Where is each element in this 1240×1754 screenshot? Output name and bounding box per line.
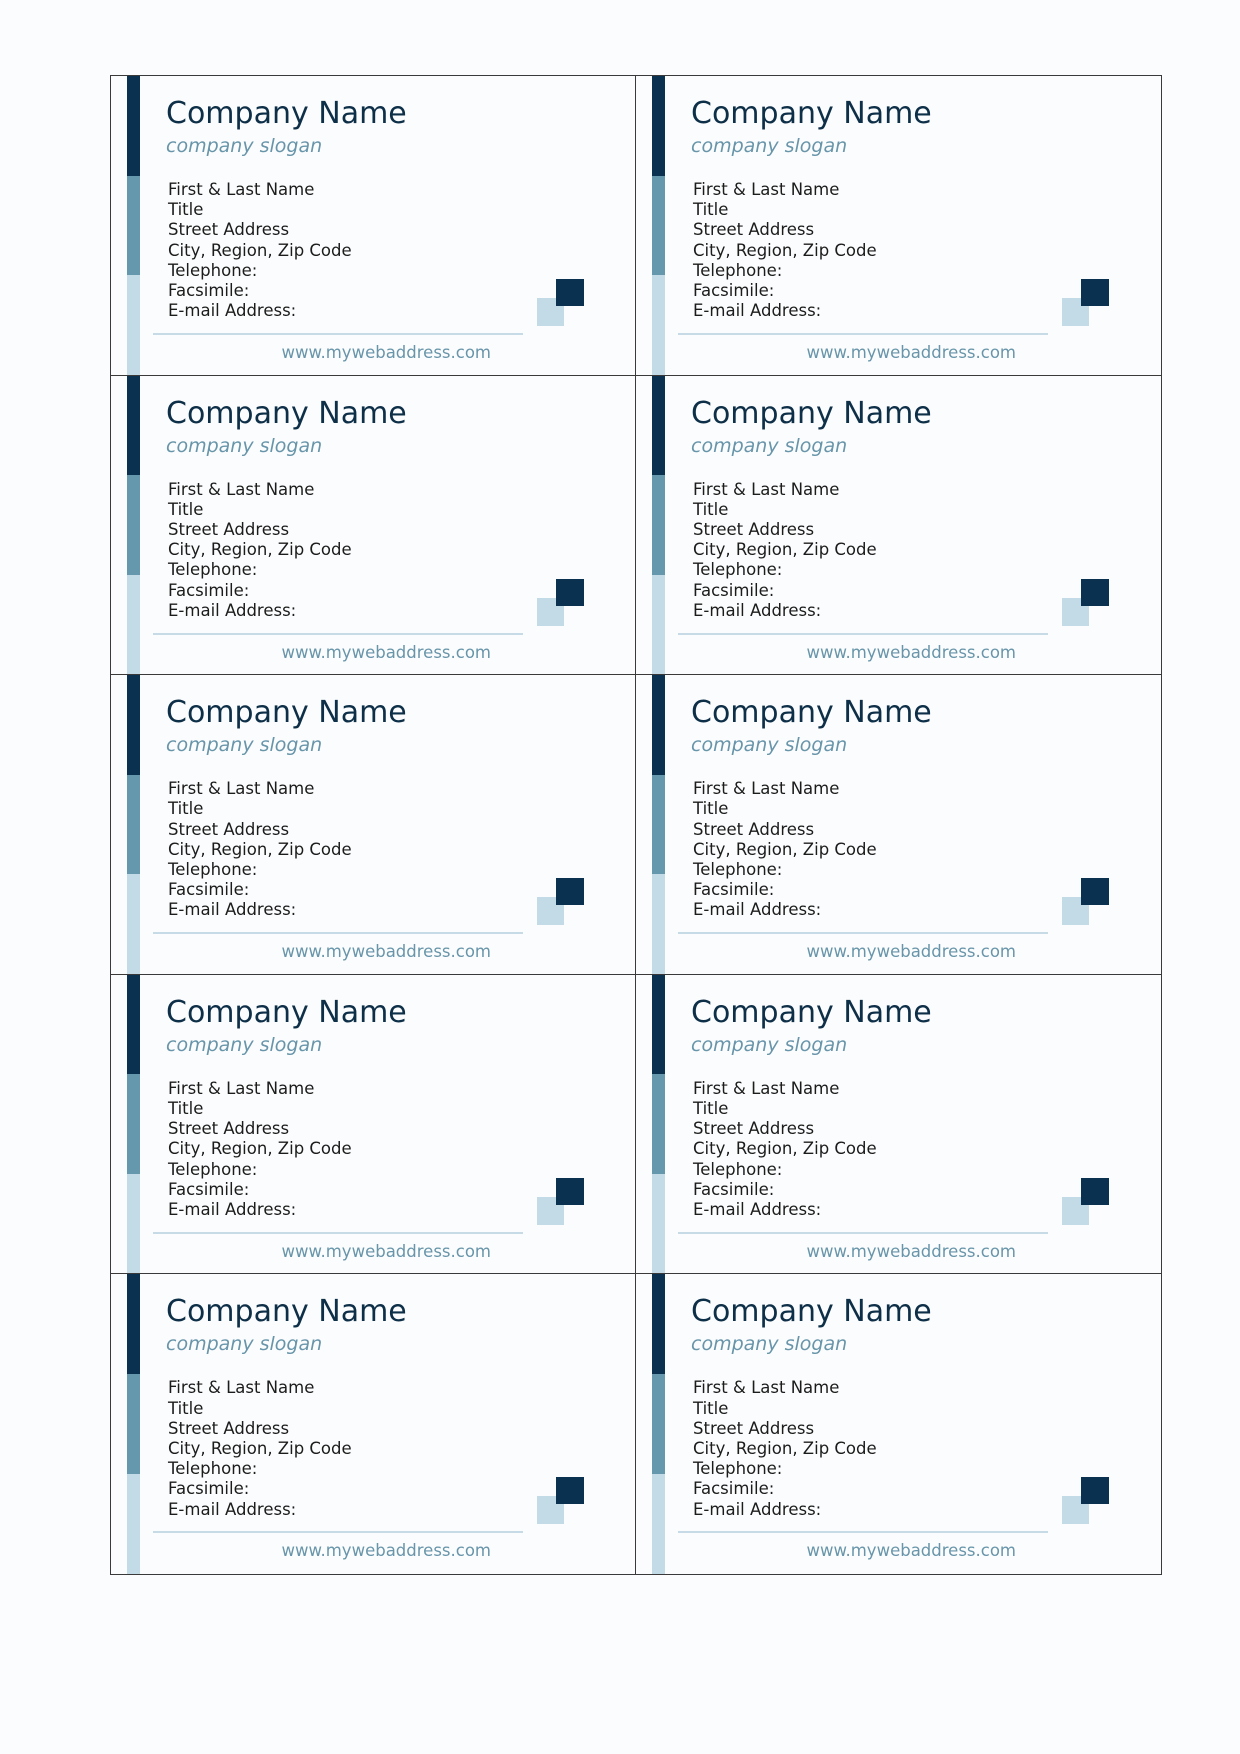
facsimile-label: Facsimile: — [168, 281, 250, 301]
telephone-label: Telephone: — [168, 1159, 258, 1179]
company-slogan: company slogan — [691, 434, 848, 457]
business-card — [111, 376, 636, 676]
telephone-label: Telephone: — [693, 1459, 783, 1479]
contact-details — [168, 779, 352, 920]
person-title: Title — [693, 499, 729, 519]
accent-bar-light-segment — [652, 1474, 665, 1574]
website-url: www.mywebaddress.com — [281, 942, 491, 962]
company-slogan: company slogan — [691, 734, 848, 757]
business-card — [111, 975, 636, 1275]
website-url: www.mywebaddress.com — [806, 343, 1016, 362]
facsimile-label: Facsimile: — [168, 880, 250, 900]
accent-bar-teal-segment — [127, 1074, 140, 1174]
business-card — [111, 76, 636, 376]
business-card — [636, 975, 1161, 1275]
accent-bar — [652, 1274, 665, 1574]
company-name: Company Name — [691, 695, 932, 731]
contact-details — [693, 779, 877, 920]
company-name: Company Name — [166, 1294, 407, 1330]
accent-bar-teal-segment — [127, 775, 140, 875]
accent-bar-teal-segment — [652, 1074, 665, 1174]
city-region-zip: City, Region, Zip Code — [693, 1439, 877, 1458]
logo-dark-square-icon — [556, 579, 584, 606]
accent-bar-teal-segment — [127, 475, 140, 575]
company-name: Company Name — [691, 96, 932, 131]
facsimile-label: Facsimile: — [693, 1479, 775, 1499]
accent-bar-dark-segment — [652, 1274, 665, 1374]
city-region-zip: City, Region, Zip Code — [693, 540, 877, 560]
accent-bar-teal-segment — [652, 775, 665, 875]
city-region-zip: City, Region, Zip Code — [693, 240, 877, 260]
person-name: First & Last Name — [693, 1378, 840, 1398]
contact-details — [693, 1378, 877, 1519]
person-name: First & Last Name — [693, 180, 840, 199]
facsimile-label: Facsimile: — [168, 580, 250, 600]
divider-line — [153, 1531, 523, 1533]
divider-line — [153, 333, 523, 335]
website-url: www.mywebaddress.com — [281, 642, 491, 662]
business-card — [111, 1274, 636, 1574]
person-title: Title — [693, 200, 729, 220]
accent-bar-dark-segment — [652, 376, 665, 476]
street-address: Street Address — [693, 1418, 815, 1438]
person-name: First & Last Name — [693, 779, 840, 799]
company-name: Company Name — [691, 1294, 932, 1330]
accent-bar — [127, 76, 140, 375]
accent-bar — [652, 76, 665, 375]
person-name: First & Last Name — [168, 1378, 315, 1398]
email-label: E-mail Address: — [168, 1499, 297, 1519]
logo-dark-square-icon — [1081, 1178, 1109, 1205]
logo-dark-square-icon — [556, 1178, 584, 1205]
person-title: Title — [168, 799, 204, 819]
accent-bar-dark-segment — [652, 76, 665, 176]
contact-details — [168, 1079, 352, 1220]
accent-bar — [127, 376, 140, 675]
street-address: Street Address — [168, 1119, 290, 1139]
telephone-label: Telephone: — [168, 260, 258, 280]
city-region-zip: City, Region, Zip Code — [168, 540, 352, 560]
logo-dark-square-icon — [1081, 279, 1109, 306]
city-region-zip: City, Region, Zip Code — [168, 1139, 352, 1159]
company-slogan: company slogan — [166, 434, 323, 457]
accent-bar-teal-segment — [127, 176, 140, 276]
street-address: Street Address — [693, 220, 815, 240]
business-card-sheet — [110, 75, 1162, 1575]
street-address: Street Address — [693, 1119, 815, 1139]
email-label: E-mail Address: — [693, 900, 822, 920]
city-region-zip: City, Region, Zip Code — [168, 240, 352, 260]
divider-line — [678, 633, 1048, 635]
accent-bar-light-segment — [127, 275, 140, 375]
telephone-label: Telephone: — [693, 860, 783, 879]
company-slogan: company slogan — [166, 734, 323, 757]
telephone-label: Telephone: — [168, 1459, 258, 1479]
email-label: E-mail Address: — [693, 600, 822, 620]
person-title: Title — [693, 799, 729, 819]
company-name: Company Name — [166, 994, 407, 1030]
city-region-zip: City, Region, Zip Code — [693, 1139, 877, 1159]
company-slogan: company slogan — [166, 1033, 323, 1056]
telephone-label: Telephone: — [168, 560, 258, 580]
accent-bar — [127, 975, 140, 1274]
street-address: Street Address — [168, 819, 290, 839]
divider-line — [678, 1531, 1048, 1533]
accent-bar-teal-segment — [652, 1374, 665, 1474]
street-address: Street Address — [168, 220, 290, 240]
accent-bar-light-segment — [127, 1174, 140, 1274]
accent-bar-teal-segment — [652, 176, 665, 276]
website-url: www.mywebaddress.com — [281, 343, 491, 362]
logo-dark-square-icon — [1081, 1477, 1109, 1504]
accent-bar-dark-segment — [127, 975, 140, 1075]
accent-bar-light-segment — [652, 1174, 665, 1274]
accent-bar — [652, 675, 665, 974]
facsimile-label: Facsimile: — [693, 281, 775, 301]
accent-bar-dark-segment — [127, 376, 140, 476]
person-title: Title — [168, 499, 204, 519]
facsimile-label: Facsimile: — [693, 880, 775, 900]
accent-bar-teal-segment — [127, 1374, 140, 1474]
accent-bar-light-segment — [652, 575, 665, 675]
accent-bar-dark-segment — [127, 76, 140, 176]
email-label: E-mail Address: — [168, 600, 297, 620]
contact-details — [168, 180, 352, 321]
business-card — [111, 675, 636, 975]
facsimile-label: Facsimile: — [168, 1479, 250, 1499]
divider-line — [153, 1232, 523, 1234]
telephone-label: Telephone: — [693, 260, 783, 280]
website-url: www.mywebaddress.com — [806, 1541, 1016, 1561]
logo-dark-square-icon — [556, 279, 584, 306]
website-url: www.mywebaddress.com — [806, 642, 1016, 662]
person-title: Title — [168, 1099, 204, 1118]
accent-bar-dark-segment — [652, 675, 665, 775]
telephone-label: Telephone: — [693, 560, 783, 580]
logo-dark-square-icon — [1081, 878, 1109, 905]
company-name: Company Name — [166, 695, 407, 731]
accent-bar-dark-segment — [127, 1274, 140, 1374]
website-url: www.mywebaddress.com — [281, 1241, 491, 1261]
email-label: E-mail Address: — [168, 1200, 297, 1220]
street-address: Street Address — [693, 819, 815, 839]
accent-bar-light-segment — [127, 874, 140, 974]
person-name: First & Last Name — [168, 479, 315, 499]
logo-dark-square-icon — [556, 1477, 584, 1504]
email-label: E-mail Address: — [693, 1200, 822, 1220]
business-card — [636, 675, 1161, 975]
accent-bar — [127, 675, 140, 974]
city-region-zip: City, Region, Zip Code — [168, 839, 352, 859]
contact-details — [693, 180, 877, 321]
facsimile-label: Facsimile: — [693, 1179, 775, 1199]
website-url: www.mywebaddress.com — [281, 1541, 491, 1561]
company-name: Company Name — [691, 395, 932, 431]
contact-details — [168, 1378, 352, 1519]
telephone-label: Telephone: — [168, 860, 258, 879]
company-slogan: company slogan — [691, 1033, 848, 1056]
logo-dark-square-icon — [1081, 579, 1109, 606]
divider-line — [153, 633, 523, 635]
accent-bar-light-segment — [127, 1474, 140, 1574]
person-name: First & Last Name — [168, 180, 315, 199]
accent-bar-light-segment — [652, 275, 665, 375]
person-title: Title — [693, 1398, 729, 1418]
city-region-zip: City, Region, Zip Code — [168, 1439, 352, 1458]
company-slogan: company slogan — [691, 135, 848, 157]
email-label: E-mail Address: — [693, 301, 822, 321]
contact-details — [168, 480, 352, 621]
facsimile-label: Facsimile: — [168, 1179, 250, 1199]
street-address: Street Address — [693, 520, 815, 539]
business-card — [636, 1274, 1161, 1574]
contact-details — [693, 480, 877, 621]
person-title: Title — [168, 1398, 204, 1418]
company-slogan: company slogan — [166, 135, 323, 157]
logo-dark-square-icon — [556, 878, 584, 905]
person-title: Title — [693, 1099, 729, 1118]
person-name: First & Last Name — [693, 1078, 840, 1098]
accent-bar-teal-segment — [652, 475, 665, 575]
divider-line — [678, 932, 1048, 934]
person-title: Title — [168, 200, 204, 220]
facsimile-label: Facsimile: — [693, 580, 775, 600]
email-label: E-mail Address: — [168, 900, 297, 920]
accent-bar — [652, 975, 665, 1274]
divider-line — [153, 932, 523, 934]
business-card — [636, 76, 1161, 376]
accent-bar — [127, 1274, 140, 1574]
company-name: Company Name — [166, 96, 407, 131]
accent-bar — [652, 376, 665, 675]
company-name: Company Name — [166, 395, 407, 431]
accent-bar-dark-segment — [652, 975, 665, 1075]
accent-bar-light-segment — [652, 874, 665, 974]
city-region-zip: City, Region, Zip Code — [693, 839, 877, 859]
person-name: First & Last Name — [168, 1078, 315, 1098]
company-name: Company Name — [691, 994, 932, 1030]
street-address: Street Address — [168, 1418, 290, 1438]
divider-line — [678, 1232, 1048, 1234]
email-label: E-mail Address: — [693, 1499, 822, 1519]
street-address: Street Address — [168, 520, 290, 539]
contact-details — [693, 1079, 877, 1220]
website-url: www.mywebaddress.com — [806, 1241, 1016, 1261]
person-name: First & Last Name — [693, 479, 840, 499]
divider-line — [678, 333, 1048, 335]
person-name: First & Last Name — [168, 779, 315, 799]
website-url: www.mywebaddress.com — [806, 942, 1016, 962]
accent-bar-light-segment — [127, 575, 140, 675]
telephone-label: Telephone: — [693, 1159, 783, 1179]
business-card — [636, 376, 1161, 676]
company-slogan: company slogan — [166, 1333, 323, 1356]
accent-bar-dark-segment — [127, 675, 140, 775]
email-label: E-mail Address: — [168, 301, 297, 321]
company-slogan: company slogan — [691, 1333, 848, 1356]
